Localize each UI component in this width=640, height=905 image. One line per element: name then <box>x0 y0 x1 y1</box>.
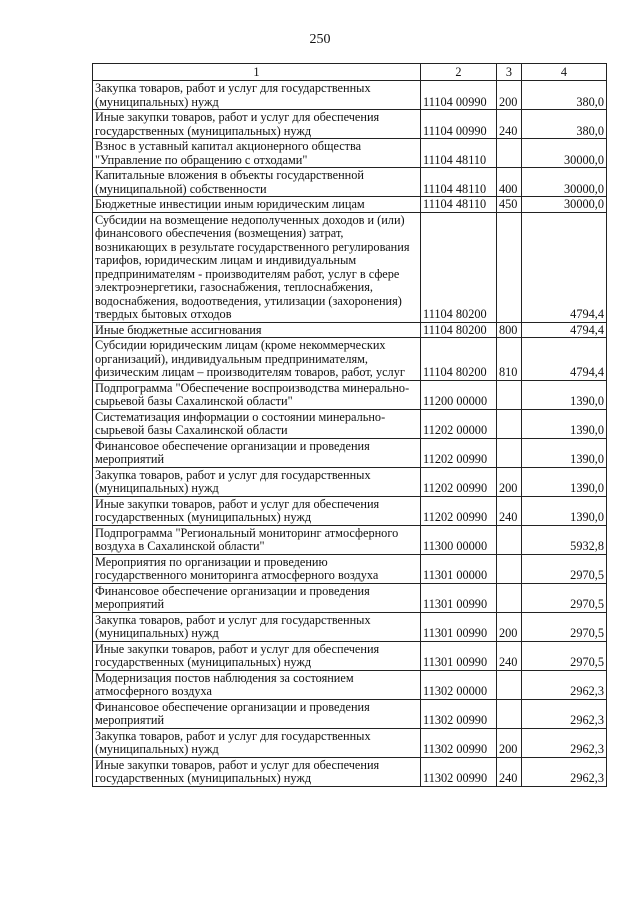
row-name-cell: Субсидии на возмещение недополученных доходов и (или) финансового обеспечения (возмещения) затрат, возникающих в результате государственного регулирования тарифов, юридическим лицам и индивидуальным предпринимателям - производителям работ, услуг в сфере электроэнергетики, газоснабжения, теплоснабжения, водоснабжения, водоотведения, утилизации (захоронения) твердых бытовых отходов <box>93 212 421 322</box>
row-vr-cell: 200 <box>497 467 522 496</box>
row-name-cell: Иные закупки товаров, работ и услуг для обеспечения государственных (муниципальных) нужд <box>93 757 421 786</box>
row-amount-cell: 30000,0 <box>522 139 607 168</box>
row-name-cell: Финансовое обеспечение организации и проведения мероприятий <box>93 438 421 467</box>
row-amount-cell: 1390,0 <box>522 409 607 438</box>
row-code-cell: 11200 00000 <box>421 380 497 409</box>
row-vr-cell: 400 <box>497 168 522 197</box>
row-name-cell: Закупка товаров, работ и услуг для государственных (муниципальных) нужд <box>93 728 421 757</box>
row-code-cell: 11301 00990 <box>421 583 497 612</box>
header-col-vr: 3 <box>497 64 522 81</box>
row-code-cell: 11301 00990 <box>421 641 497 670</box>
row-amount-cell: 5932,8 <box>522 525 607 554</box>
row-amount-cell: 1390,0 <box>522 438 607 467</box>
row-name-cell: Финансовое обеспечение организации и проведения мероприятий <box>93 583 421 612</box>
table-row <box>93 81 607 110</box>
row-amount-cell: 2970,5 <box>522 612 607 641</box>
row-vr-cell: 450 <box>497 197 522 213</box>
table-row <box>93 699 607 728</box>
table-row <box>93 322 607 338</box>
row-name-cell: Подпрограмма "Региональный мониторинг атмосферного воздуха в Сахалинской области" <box>93 525 421 554</box>
table-row <box>93 467 607 496</box>
row-vr-cell: 810 <box>497 338 522 381</box>
table-row <box>93 612 607 641</box>
row-code-cell: 11301 00990 <box>421 612 497 641</box>
row-vr-cell <box>497 409 522 438</box>
row-code-cell: 11300 00000 <box>421 525 497 554</box>
row-vr-cell <box>497 525 522 554</box>
row-name-cell: Модернизация постов наблюдения за состоянием атмосферного воздуха <box>93 670 421 699</box>
row-amount-cell: 2962,3 <box>522 757 607 786</box>
row-name-cell: Иные бюджетные ассигнования <box>93 322 421 338</box>
header-row <box>93 64 607 81</box>
row-code-cell: 11302 00990 <box>421 757 497 786</box>
row-vr-cell: 800 <box>497 322 522 338</box>
row-amount-cell: 2970,5 <box>522 583 607 612</box>
row-amount-cell: 2962,3 <box>522 699 607 728</box>
row-vr-cell <box>497 212 522 322</box>
row-code-cell: 11202 00990 <box>421 438 497 467</box>
row-name-cell: Мероприятия по организации и проведению государственного мониторинга атмосферного воздуха <box>93 554 421 583</box>
row-code-cell: 11302 00990 <box>421 699 497 728</box>
row-code-cell: 11104 00990 <box>421 81 497 110</box>
row-amount-cell: 380,0 <box>522 110 607 139</box>
table-header <box>93 64 607 81</box>
table-row <box>93 197 607 213</box>
table-row <box>93 438 607 467</box>
row-name-cell: Капитальные вложения в объекты государственной (муниципальной) собственности <box>93 168 421 197</box>
row-code-cell: 11302 00990 <box>421 728 497 757</box>
row-vr-cell: 200 <box>497 81 522 110</box>
row-name-cell: Иные закупки товаров, работ и услуг для обеспечения государственных (муниципальных) нужд <box>93 110 421 139</box>
row-amount-cell: 2970,5 <box>522 641 607 670</box>
row-name-cell: Закупка товаров, работ и услуг для государственных (муниципальных) нужд <box>93 612 421 641</box>
row-code-cell: 11302 00000 <box>421 670 497 699</box>
row-name-cell: Субсидии юридическим лицам (кроме некоммерческих организаций), индивидуальным предпринимателям, физическим лицам – производителям товаров, работ, услуг <box>93 338 421 381</box>
row-name-cell: Закупка товаров, работ и услуг для государственных (муниципальных) нужд <box>93 467 421 496</box>
table-row <box>93 380 607 409</box>
budget-table <box>92 63 607 787</box>
table-row <box>93 525 607 554</box>
table-body <box>93 81 607 787</box>
row-name-cell: Закупка товаров, работ и услуг для государственных (муниципальных) нужд <box>93 81 421 110</box>
row-amount-cell: 2970,5 <box>522 554 607 583</box>
row-code-cell: 11104 48110 <box>421 168 497 197</box>
table-row <box>93 338 607 381</box>
row-name-cell: Иные закупки товаров, работ и услуг для обеспечения государственных (муниципальных) нужд <box>93 641 421 670</box>
row-amount-cell: 4794,4 <box>522 212 607 322</box>
table-row <box>93 554 607 583</box>
row-vr-cell <box>497 670 522 699</box>
row-amount-cell: 1390,0 <box>522 380 607 409</box>
row-name-cell: Подпрограмма "Обеспечение воспроизводства минерально-сырьевой базы Сахалинской области" <box>93 380 421 409</box>
row-vr-cell <box>497 583 522 612</box>
table-row <box>93 641 607 670</box>
row-vr-cell <box>497 438 522 467</box>
row-code-cell: 11104 80200 <box>421 212 497 322</box>
row-vr-cell <box>497 699 522 728</box>
row-name-cell: Бюджетные инвестиции иным юридическим лицам <box>93 197 421 213</box>
row-vr-cell: 240 <box>497 757 522 786</box>
table-row <box>93 670 607 699</box>
row-amount-cell: 30000,0 <box>522 168 607 197</box>
table-row <box>93 168 607 197</box>
table-row <box>93 409 607 438</box>
row-amount-cell: 4794,4 <box>522 322 607 338</box>
row-amount-cell: 30000,0 <box>522 197 607 213</box>
row-code-cell: 11104 80200 <box>421 322 497 338</box>
row-amount-cell: 1390,0 <box>522 496 607 525</box>
row-amount-cell: 2962,3 <box>522 728 607 757</box>
row-code-cell: 11202 00000 <box>421 409 497 438</box>
table-row <box>93 757 607 786</box>
row-vr-cell: 200 <box>497 612 522 641</box>
table-row <box>93 728 607 757</box>
row-name-cell: Финансовое обеспечение организации и проведения мероприятий <box>93 699 421 728</box>
row-name-cell: Взнос в уставный капитал акционерного общества "Управление по обращению с отходами" <box>93 139 421 168</box>
row-code-cell: 11104 48110 <box>421 139 497 168</box>
row-amount-cell: 1390,0 <box>522 467 607 496</box>
row-code-cell: 11104 80200 <box>421 338 497 381</box>
row-vr-cell: 240 <box>497 496 522 525</box>
row-code-cell: 11202 00990 <box>421 496 497 525</box>
header-col-amount: 4 <box>522 64 607 81</box>
row-vr-cell: 200 <box>497 728 522 757</box>
table-row <box>93 496 607 525</box>
row-name-cell: Иные закупки товаров, работ и услуг для обеспечения государственных (муниципальных) нужд <box>93 496 421 525</box>
row-name-cell: Систематизация информации о состоянии минерально-сырьевой базы Сахалинской области <box>93 409 421 438</box>
row-amount-cell: 2962,3 <box>522 670 607 699</box>
row-vr-cell <box>497 139 522 168</box>
table-row <box>93 212 607 322</box>
page-number: 250 <box>309 32 331 47</box>
row-vr-cell <box>497 380 522 409</box>
row-vr-cell: 240 <box>497 641 522 670</box>
row-code-cell: 11301 00000 <box>421 554 497 583</box>
row-code-cell: 11104 48110 <box>421 197 497 213</box>
table-row <box>93 110 607 139</box>
table-row <box>93 583 607 612</box>
header-col-code: 2 <box>421 64 497 81</box>
row-amount-cell: 4794,4 <box>522 338 607 381</box>
header-col-name: 1 <box>93 64 421 81</box>
row-vr-cell: 240 <box>497 110 522 139</box>
row-code-cell: 11104 00990 <box>421 110 497 139</box>
row-code-cell: 11202 00990 <box>421 467 497 496</box>
row-amount-cell: 380,0 <box>522 81 607 110</box>
row-vr-cell <box>497 554 522 583</box>
table-row <box>93 139 607 168</box>
